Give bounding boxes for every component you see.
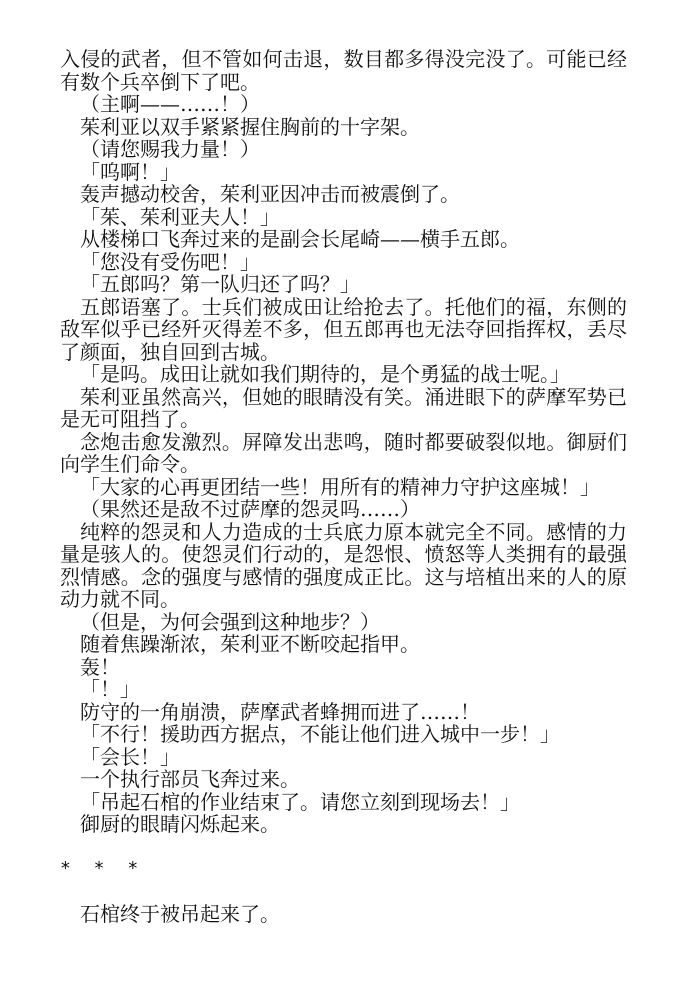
paragraph: （但是，为何会强到这种地步？） [80, 609, 380, 634]
paragraph: 御厨的眼睛闪烁起来。 [80, 812, 280, 836]
paragraph: 轰！ [80, 654, 120, 679]
paragraph: 石棺终于被吊起来了。 [80, 902, 280, 926]
blank-line [60, 836, 627, 859]
document-page [60, 48, 627, 926]
paragraph: （果然还是敌不过萨摩的怨灵吗……） [80, 497, 420, 521]
paragraph: 「茱、茱利亚夫人！」 [80, 204, 280, 229]
paragraph: 从楼梯口飞奔过来的是副会长尾崎——横手五郎。 [80, 227, 520, 251]
section-separator: * * * [60, 858, 145, 879]
paragraph: 「大家的心再更团结一些！用所有的精神力守护这座城！」 [80, 474, 600, 499]
paragraph: 入侵的武者，但不管如何击退，数目都多得没完没了。可能已经有数个兵卒倒下了吧。 [60, 47, 627, 94]
paragraph: 「吊起石棺的作业结束了。请您立刻到现场去！」 [80, 789, 520, 814]
paragraph: 防守的一角崩溃，萨摩武者蜂拥而进了……！ [80, 699, 480, 724]
paragraph-list [60, 48, 627, 836]
paragraph: 「五郎吗？第一队归还了吗？」 [80, 272, 360, 296]
paragraph: 「不行！援助西方据点，不能让他们进入城中一步！」 [80, 722, 560, 746]
paragraph: 念炮击愈发激烈。屏障发出悲鸣，随时都要破裂似地。御厨们向学生们命令。 [60, 429, 627, 476]
paragraph: 纯粹的怨灵和人力造成的士兵底力原本就完全不同。感情的力量是骇人的。使怨灵们行动的，是怨恨、愤怒等人类拥有的最强烈情感。念的强度与感情的强度成正比。这与培植出来的人的原动力就不同。 [60, 519, 627, 611]
blank-line [60, 881, 627, 904]
paragraph: （主啊——……！） [80, 92, 260, 116]
paragraph: 随着焦躁渐浓，茱利亚不断咬起指甲。 [80, 632, 420, 656]
paragraph: 轰声撼动校舍，茱利亚因冲击而被震倒了。 [80, 182, 460, 206]
paragraph: 茱利亚虽然高兴，但她的眼睛没有笑。涌进眼下的萨摩军势已是无可阻挡了。 [60, 384, 627, 431]
paragraph: 「是吗。成田让就如我们期待的，是个勇猛的战士呢。」 [80, 362, 570, 386]
paragraph: 茱利亚以双手紧紧握住胸前的十字架。 [80, 114, 420, 139]
paragraph: 一个执行部员飞奔过来。 [80, 767, 300, 791]
paragraph: 「您没有受伤吧！」 [80, 249, 260, 274]
paragraph: （请您赐我力量！） [80, 137, 260, 161]
paragraph: 五郎语塞了。士兵们被成田让给抢去了。托他们的福，东侧的敌军似乎已经歼灭得差不多，但五郎再也无法夺回指挥权，丢尽了颜面，独自回到古城。 [60, 294, 627, 364]
paragraph: 「呜啊！」 [80, 159, 180, 184]
paragraph: 「会长！」 [80, 744, 180, 769]
paragraph: 「！」 [80, 677, 140, 701]
